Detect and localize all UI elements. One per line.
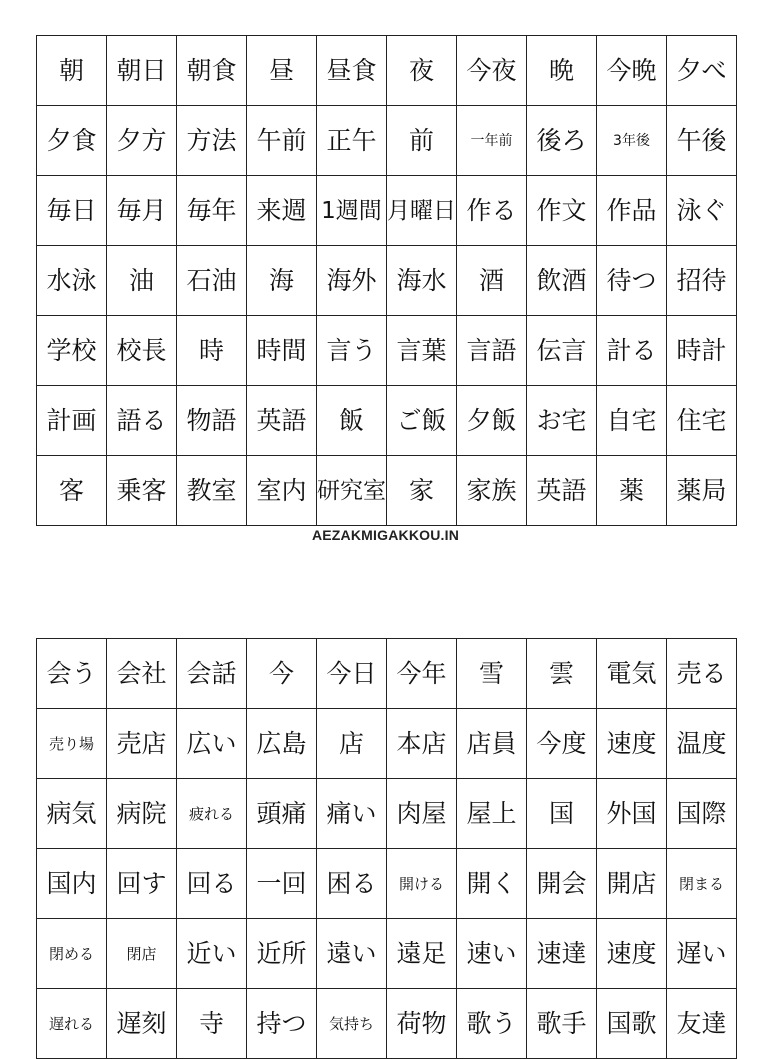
grid-row bbox=[37, 106, 737, 176]
kanji-cell: 午後 bbox=[667, 106, 737, 176]
kanji-cell: 月曜日 bbox=[387, 176, 457, 246]
grid-row bbox=[37, 639, 737, 709]
kanji-cell: 英語 bbox=[527, 456, 597, 526]
grid-row bbox=[37, 779, 737, 849]
kanji-cell: 家族 bbox=[457, 456, 527, 526]
kanji-cell: 開店 bbox=[597, 849, 667, 919]
kanji-cell: 国 bbox=[527, 779, 597, 849]
kanji-cell: 飲酒 bbox=[527, 246, 597, 316]
kanji-cell: 昼 bbox=[247, 36, 317, 106]
kanji-cell: 時計 bbox=[667, 316, 737, 386]
kanji-cell: 開く bbox=[457, 849, 527, 919]
kanji-cell: 回る bbox=[177, 849, 247, 919]
kanji-cell: お宅 bbox=[527, 386, 597, 456]
kanji-cell: 会話 bbox=[177, 639, 247, 709]
kanji-cell: 今晩 bbox=[597, 36, 667, 106]
kanji-cell: 時間 bbox=[247, 316, 317, 386]
kanji-cell: 痛い bbox=[317, 779, 387, 849]
kanji-cell: 売る bbox=[667, 639, 737, 709]
kanji-cell: 遠足 bbox=[387, 919, 457, 989]
kanji-cell: 開会 bbox=[527, 849, 597, 919]
kanji-cell: 言う bbox=[317, 316, 387, 386]
kanji-cell: 店員 bbox=[457, 709, 527, 779]
kanji-cell: 客 bbox=[37, 456, 107, 526]
kanji-cell: 晩 bbox=[527, 36, 597, 106]
kanji-cell: 自宅 bbox=[597, 386, 667, 456]
kanji-cell: 友達 bbox=[667, 989, 737, 1059]
kanji-cell: 校長 bbox=[107, 316, 177, 386]
kanji-cell: 外国 bbox=[597, 779, 667, 849]
kanji-cell: 昼食 bbox=[317, 36, 387, 106]
kanji-cell: 会う bbox=[37, 639, 107, 709]
kanji-cell: 開ける bbox=[387, 849, 457, 919]
kanji-cell: 今夜 bbox=[457, 36, 527, 106]
kanji-cell: 伝言 bbox=[527, 316, 597, 386]
kanji-cell: 温度 bbox=[667, 709, 737, 779]
kanji-cell: 売り場 bbox=[37, 709, 107, 779]
kanji-cell: 今 bbox=[247, 639, 317, 709]
grid-row bbox=[37, 176, 737, 246]
kanji-cell: 毎月 bbox=[107, 176, 177, 246]
kanji-cell: 作る bbox=[457, 176, 527, 246]
kanji-cell: 海外 bbox=[317, 246, 387, 316]
kanji-cell: 今度 bbox=[527, 709, 597, 779]
grid-row bbox=[37, 456, 737, 526]
kanji-cell: 夕飯 bbox=[457, 386, 527, 456]
kanji-cell: 歌手 bbox=[527, 989, 597, 1059]
kanji-cell: 研究室 bbox=[317, 456, 387, 526]
kanji-cell: 教室 bbox=[177, 456, 247, 526]
kanji-cell: 家 bbox=[387, 456, 457, 526]
kanji-cell: 寺 bbox=[177, 989, 247, 1059]
kanji-cell: 国歌 bbox=[597, 989, 667, 1059]
flashcard-sheet-2 bbox=[36, 638, 735, 1059]
kanji-cell: 回す bbox=[107, 849, 177, 919]
kanji-cell: 電気 bbox=[597, 639, 667, 709]
kanji-cell: 薬局 bbox=[667, 456, 737, 526]
kanji-cell: 午前 bbox=[247, 106, 317, 176]
kanji-cell: 疲れる bbox=[177, 779, 247, 849]
kanji-cell: 薬 bbox=[597, 456, 667, 526]
kanji-cell: 閉店 bbox=[107, 919, 177, 989]
kanji-cell: 困る bbox=[317, 849, 387, 919]
kanji-cell: 泳ぐ bbox=[667, 176, 737, 246]
kanji-cell: 酒 bbox=[457, 246, 527, 316]
kanji-cell: 前 bbox=[387, 106, 457, 176]
kanji-cell: 計画 bbox=[37, 386, 107, 456]
kanji-cell: 語る bbox=[107, 386, 177, 456]
kanji-cell: 一回 bbox=[247, 849, 317, 919]
kanji-cell: 持つ bbox=[247, 989, 317, 1059]
kanji-cell: 今日 bbox=[317, 639, 387, 709]
kanji-cell: 言葉 bbox=[387, 316, 457, 386]
kanji-cell: 毎日 bbox=[37, 176, 107, 246]
kanji-cell: 朝日 bbox=[107, 36, 177, 106]
kanji-cell: 近い bbox=[177, 919, 247, 989]
kanji-cell: 今年 bbox=[387, 639, 457, 709]
kanji-cell: 売店 bbox=[107, 709, 177, 779]
grid-row bbox=[37, 849, 737, 919]
kanji-cell: 肉屋 bbox=[387, 779, 457, 849]
kanji-cell: 計る bbox=[597, 316, 667, 386]
kanji-cell: 速達 bbox=[527, 919, 597, 989]
kanji-cell: 会社 bbox=[107, 639, 177, 709]
kanji-cell: 閉まる bbox=[667, 849, 737, 919]
kanji-cell: 時 bbox=[177, 316, 247, 386]
kanji-cell: 来週 bbox=[247, 176, 317, 246]
grid-row bbox=[37, 386, 737, 456]
kanji-cell: 英語 bbox=[247, 386, 317, 456]
grid-row bbox=[37, 709, 737, 779]
kanji-cell: 飯 bbox=[317, 386, 387, 456]
grid-row bbox=[37, 36, 737, 106]
kanji-cell: 学校 bbox=[37, 316, 107, 386]
kanji-cell: 言語 bbox=[457, 316, 527, 386]
kanji-cell: 待つ bbox=[597, 246, 667, 316]
kanji-cell: 夕方 bbox=[107, 106, 177, 176]
kanji-cell: 作文 bbox=[527, 176, 597, 246]
kanji-cell: 速い bbox=[457, 919, 527, 989]
kanji-cell: 海 bbox=[247, 246, 317, 316]
kanji-cell: ご飯 bbox=[387, 386, 457, 456]
kanji-cell: 国際 bbox=[667, 779, 737, 849]
kanji-cell: 石油 bbox=[177, 246, 247, 316]
kanji-grid-1 bbox=[36, 35, 737, 526]
kanji-cell: 方法 bbox=[177, 106, 247, 176]
kanji-cell: 夕食 bbox=[37, 106, 107, 176]
kanji-cell: 広島 bbox=[247, 709, 317, 779]
site-footer: AEZAKMIGAKKOU.IN bbox=[311, 527, 460, 543]
kanji-cell: 3年後 bbox=[597, 106, 667, 176]
grid-row bbox=[37, 246, 737, 316]
kanji-cell: 遠い bbox=[317, 919, 387, 989]
kanji-cell: 物語 bbox=[177, 386, 247, 456]
kanji-cell: 国内 bbox=[37, 849, 107, 919]
grid-row bbox=[37, 919, 737, 989]
kanji-cell: 室内 bbox=[247, 456, 317, 526]
kanji-cell: 油 bbox=[107, 246, 177, 316]
kanji-cell: 頭痛 bbox=[247, 779, 317, 849]
kanji-cell: 店 bbox=[317, 709, 387, 779]
kanji-cell: 閉める bbox=[37, 919, 107, 989]
grid-row bbox=[37, 316, 737, 386]
kanji-cell: 招待 bbox=[667, 246, 737, 316]
kanji-cell: 住宅 bbox=[667, 386, 737, 456]
kanji-cell: 歌う bbox=[457, 989, 527, 1059]
kanji-cell: 広い bbox=[177, 709, 247, 779]
kanji-cell: 夕べ bbox=[667, 36, 737, 106]
flashcard-sheet-1 bbox=[36, 35, 735, 526]
kanji-cell: 朝食 bbox=[177, 36, 247, 106]
kanji-cell: 水泳 bbox=[37, 246, 107, 316]
kanji-cell: 朝 bbox=[37, 36, 107, 106]
kanji-cell: 遅れる bbox=[37, 989, 107, 1059]
kanji-cell: 後ろ bbox=[527, 106, 597, 176]
kanji-cell: 雲 bbox=[527, 639, 597, 709]
kanji-cell: 正午 bbox=[317, 106, 387, 176]
kanji-cell: 病気 bbox=[37, 779, 107, 849]
kanji-cell: 乗客 bbox=[107, 456, 177, 526]
kanji-cell: 荷物 bbox=[387, 989, 457, 1059]
kanji-cell: 作品 bbox=[597, 176, 667, 246]
kanji-cell: 本店 bbox=[387, 709, 457, 779]
kanji-cell: 1週間 bbox=[317, 176, 387, 246]
kanji-cell: 毎年 bbox=[177, 176, 247, 246]
kanji-cell: 速度 bbox=[597, 919, 667, 989]
kanji-cell: 海水 bbox=[387, 246, 457, 316]
kanji-cell: 遅刻 bbox=[107, 989, 177, 1059]
kanji-cell: 遅い bbox=[667, 919, 737, 989]
kanji-grid-2 bbox=[36, 638, 737, 1059]
kanji-cell: 速度 bbox=[597, 709, 667, 779]
kanji-cell: 雪 bbox=[457, 639, 527, 709]
kanji-cell: 気持ち bbox=[317, 989, 387, 1059]
kanji-cell: 一年前 bbox=[457, 106, 527, 176]
kanji-cell: 夜 bbox=[387, 36, 457, 106]
kanji-cell: 近所 bbox=[247, 919, 317, 989]
kanji-cell: 病院 bbox=[107, 779, 177, 849]
kanji-cell: 屋上 bbox=[457, 779, 527, 849]
